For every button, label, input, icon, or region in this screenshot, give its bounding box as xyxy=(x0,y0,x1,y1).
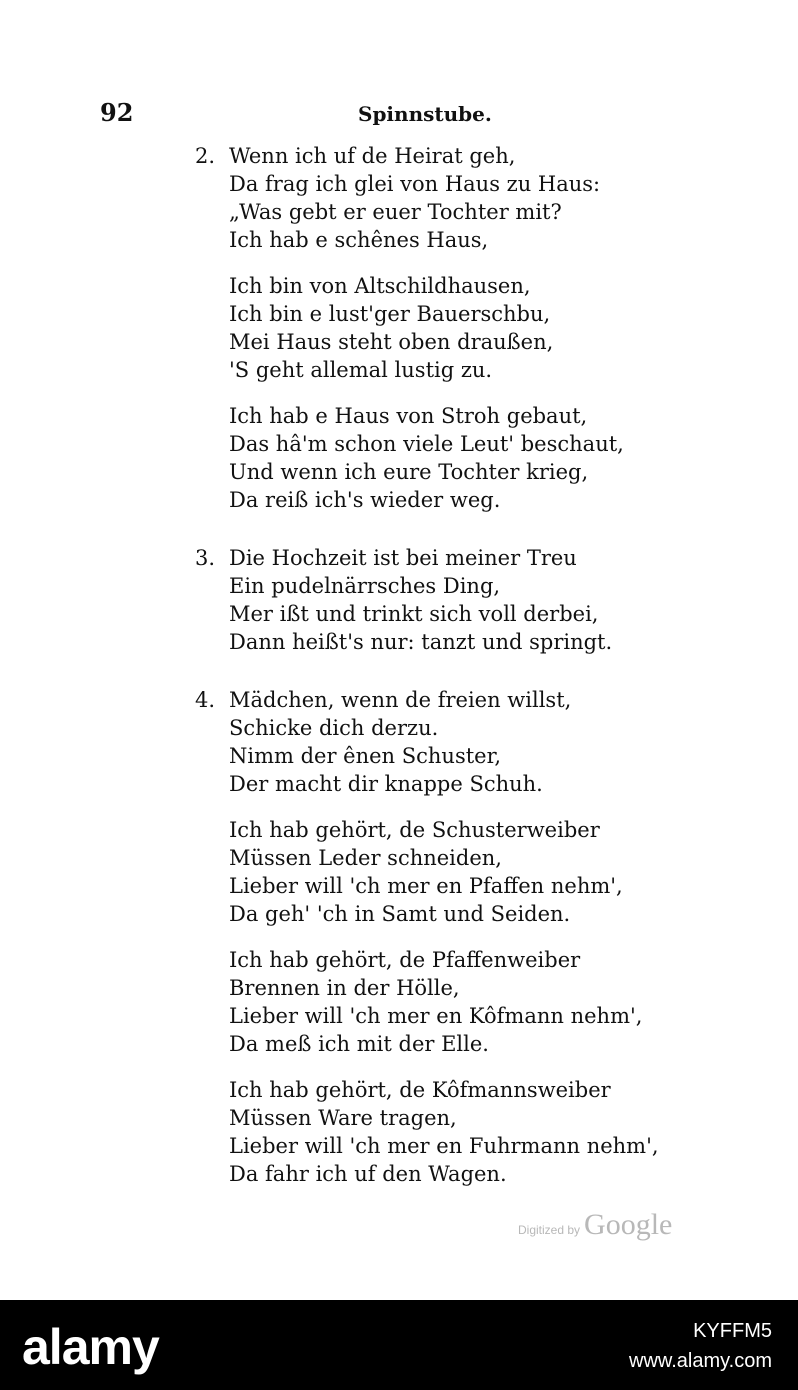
poem-line: Lieber will 'ch mer en Fuhrmann nehm', xyxy=(229,1134,659,1158)
watermark-prefix: Digitized by xyxy=(518,1223,581,1237)
poem-line: Der macht dir knappe Schuh. xyxy=(229,772,543,796)
stanza-4-d xyxy=(195,1076,715,1188)
digitized-by-google-watermark xyxy=(518,1208,672,1242)
poem-line: Ich hab gehört, de Pfaffenweiber xyxy=(229,948,581,972)
poem-line: Lieber will 'ch mer en Pfaffen nehm', xyxy=(229,874,623,898)
stanza-number: 2. xyxy=(195,144,216,168)
alamy-logo: alamy xyxy=(22,1319,159,1375)
poem-line: 4. Mädchen, wenn de freien willst, xyxy=(195,688,572,712)
stanza-4-c xyxy=(195,946,715,1058)
poem-line: 2. Wenn ich uf de Heirat geh, xyxy=(195,144,516,168)
stanza-2-c xyxy=(195,402,715,514)
stanza-2-b xyxy=(195,272,715,384)
poem-line: Ich hab e Haus von Stroh gebaut, xyxy=(229,404,588,428)
poem-line: Müssen Leder schneiden, xyxy=(229,846,502,870)
poem-line: Schicke dich derzu. xyxy=(229,716,439,740)
poem-line: Brennen in der Hölle, xyxy=(229,976,460,1000)
poem xyxy=(195,142,715,1206)
image-id: KYFFM5 xyxy=(693,1320,772,1342)
page-number: 92 xyxy=(100,98,134,127)
page-header xyxy=(0,98,798,138)
poem-line: „Was gebt er euer Tochter mit? xyxy=(229,200,562,224)
stanza-2-a xyxy=(195,142,715,254)
google-logo: Google xyxy=(584,1208,673,1241)
poem-line: Ich bin e lust'ger Bauerschbu, xyxy=(229,302,551,326)
poem-line: Und wenn ich eure Tochter krieg, xyxy=(229,460,589,484)
poem-line: Mer ißt und trinkt sich voll derbei, xyxy=(229,602,599,626)
poem-line: Da frag ich glei von Haus zu Haus: xyxy=(229,172,601,196)
poem-line: Ich hab gehört, de Schusterweiber xyxy=(229,818,600,842)
poem-line: Müssen Ware tragen, xyxy=(229,1106,457,1130)
stanza-4-a xyxy=(195,686,715,798)
poem-line: Da geh' 'ch in Samt und Seiden. xyxy=(229,902,571,926)
poem-line: 'S geht allemal lustig zu. xyxy=(229,358,493,382)
poem-line: 3. Die Hochzeit ist bei meiner Treu xyxy=(195,546,577,570)
poem-line: Ein pudelnärrsches Ding, xyxy=(229,574,501,598)
poem-line: Nimm der ênen Schuster, xyxy=(229,744,502,768)
running-head: Spinnstube. xyxy=(358,102,492,126)
poem-line: Ich bin von Altschildhausen, xyxy=(229,274,531,298)
poem-line: Lieber will 'ch mer en Kôfmann nehm', xyxy=(229,1004,643,1028)
stanza-3 xyxy=(195,544,715,656)
poem-line: Da meß ich mit der Elle. xyxy=(229,1032,489,1056)
stock-footer-bar xyxy=(0,1300,798,1390)
poem-line: Da fahr ich uf den Wagen. xyxy=(229,1162,507,1186)
poem-line: Dann heißt's nur: tanzt und springt. xyxy=(229,630,613,654)
stanza-number: 3. xyxy=(195,546,216,570)
poem-line: Das hâ'm schon viele Leut' beschaut, xyxy=(229,432,624,456)
stanza-4-b xyxy=(195,816,715,928)
poem-line: Ich hab gehört, de Kôfmannsweiber xyxy=(229,1078,611,1102)
poem-line: Mei Haus steht oben draußen, xyxy=(229,330,554,354)
poem-line: Da reiß ich's wieder weg. xyxy=(229,488,501,512)
site-url: www.alamy.com xyxy=(629,1350,772,1372)
stanza-number: 4. xyxy=(195,688,216,712)
poem-line: Ich hab e schênes Haus, xyxy=(229,228,489,252)
